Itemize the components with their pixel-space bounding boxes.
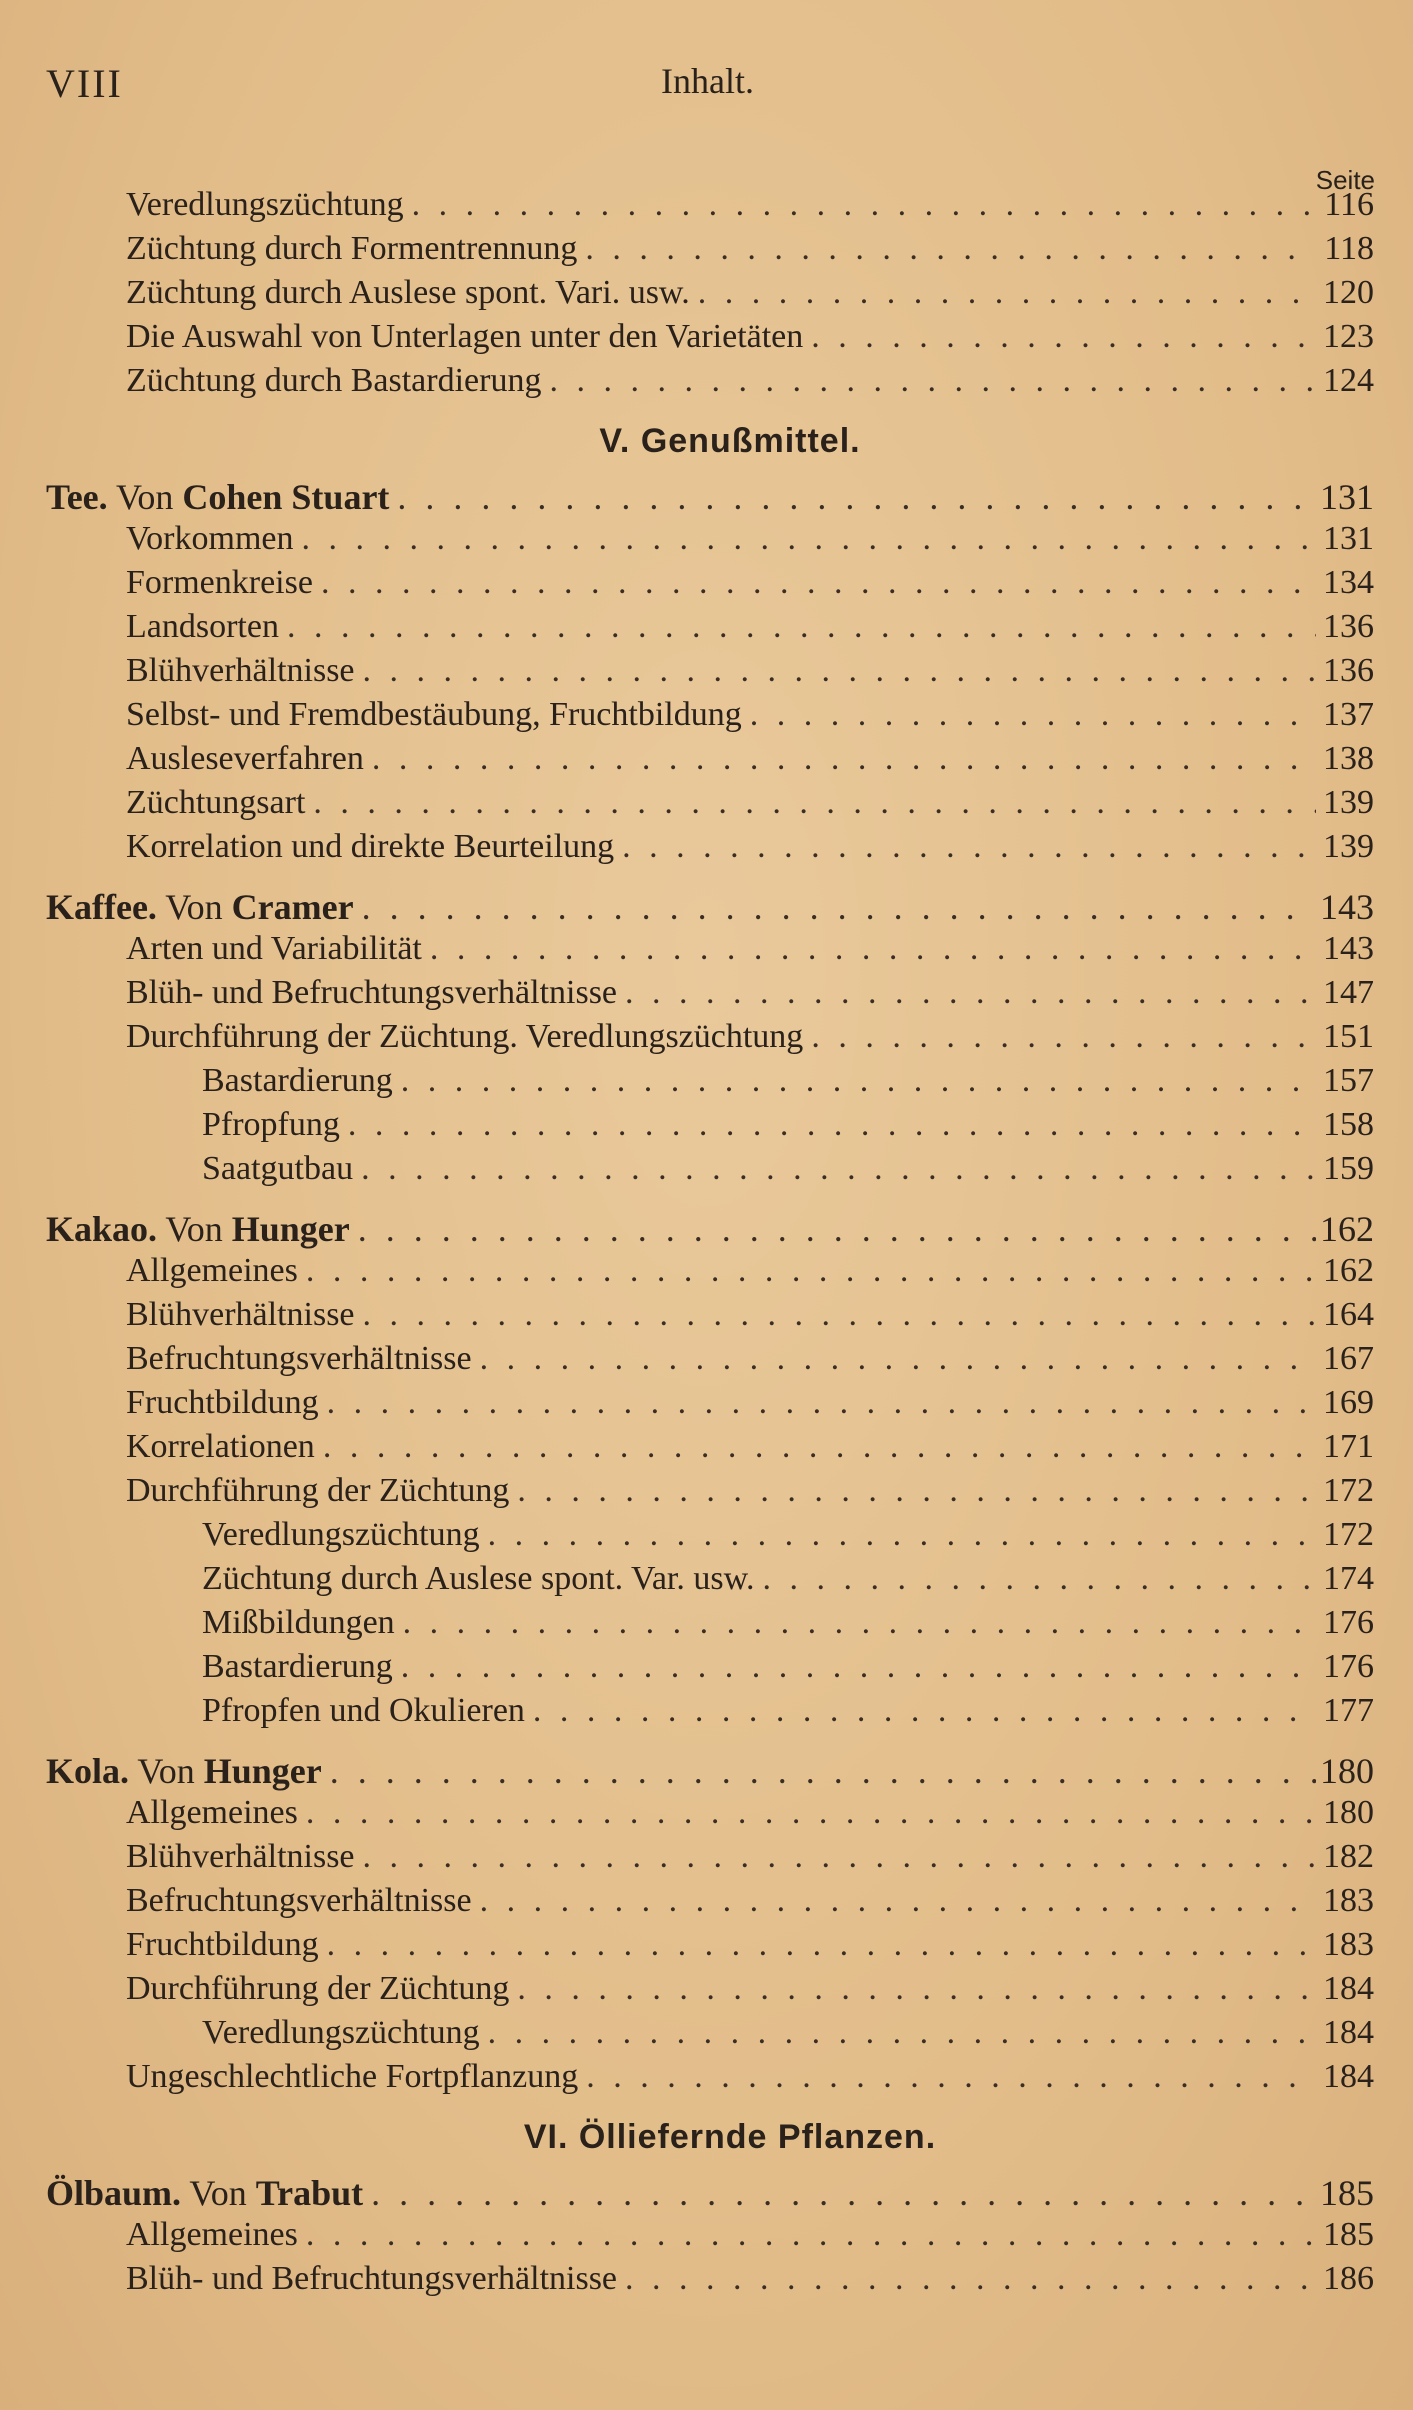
toc-chapter-kaffee: Kaffee. Von Cramer . . . 143	[46, 886, 1374, 930]
toc-entry: Befruchtungsverhältnisse . . . 183	[46, 1882, 1374, 1926]
toc-entry: Arten und Variabilität . . . 143	[46, 930, 1374, 974]
toc-entry: Die Auswahl von Unterlagen unter den Varietäten . . . 123	[46, 318, 1374, 362]
toc-entry: Ungeschlechtliche Fortpflanzung . . . 184	[46, 2058, 1374, 2102]
toc-entry: Selbst- und Fremdbestäubung, Fruchtbildung . . . 137	[46, 696, 1374, 740]
toc-entry: Fruchtbildung . . . 183	[46, 1926, 1374, 1970]
page-header	[46, 60, 1367, 110]
toc-chapter-kola: Kola. Von Hunger . . . 180	[46, 1750, 1374, 1794]
table-of-contents	[46, 186, 1374, 2304]
toc-subentry: Pfropfung . . . 158	[46, 1106, 1374, 1150]
toc-entry: Züchtung durch Formentrennung . . . 118	[46, 230, 1374, 274]
toc-entry: Durchführung der Züchtung . . . 184	[46, 1970, 1374, 2014]
toc-entry: Allgemeines . . . 162	[46, 1252, 1374, 1296]
toc-entry: Blüh- und Befruchtungsverhältnisse . . . 147	[46, 974, 1374, 1018]
toc-entry: Züchtung durch Bastardierung . . . 124	[46, 362, 1374, 406]
toc-subentry: Bastardierung . . . 176	[46, 1648, 1374, 1692]
toc-entry: Durchführung der Züchtung. Veredlungszüchtung . . . 151	[46, 1018, 1374, 1062]
toc-entry: Blühverhältnisse . . . 136	[46, 652, 1374, 696]
page-title: Inhalt.	[661, 61, 754, 101]
toc-entry: Formenkreise . . . 134	[46, 564, 1374, 608]
toc-entry: Blüh- und Befruchtungsverhältnisse . . . 186	[46, 2260, 1374, 2304]
toc-entry: Blühverhältnisse . . . 182	[46, 1838, 1374, 1882]
toc-subentry: Mißbildungen . . . 176	[46, 1604, 1374, 1648]
toc-entry: Blühverhältnisse . . . 164	[46, 1296, 1374, 1340]
section-heading-v: V. Genußmittel.	[599, 421, 861, 460]
toc-chapter-kakao: Kakao. Von Hunger . . . 162	[46, 1208, 1374, 1252]
toc-subentry: Veredlungszüchtung . . . 172	[46, 1516, 1374, 1560]
toc-entry: Allgemeines . . . 185	[46, 2216, 1374, 2260]
toc-entry: Veredlungszüchtung . . . 116	[46, 186, 1374, 230]
toc-subentry: Bastardierung . . . 157	[46, 1062, 1374, 1106]
toc-subentry: Veredlungszüchtung . . . 184	[46, 2014, 1374, 2058]
toc-subentry: Saatgutbau . . . 159	[46, 1150, 1374, 1194]
page-number: VIII	[46, 61, 123, 106]
toc-chapter-oelbaum: Ölbaum. Von Trabut . . . 185	[46, 2172, 1374, 2216]
toc-entry: Fruchtbildung . . . 169	[46, 1384, 1374, 1428]
toc-entry: Vorkommen . . . 131	[46, 520, 1374, 564]
toc-subentry: Züchtung durch Auslese spont. Var. usw. . . . 174	[46, 1560, 1374, 1604]
toc-entry: Züchtung durch Auslese spont. Vari. usw. . . . 120	[46, 274, 1374, 318]
toc-subentry: Pfropfen und Okulieren . . . 177	[46, 1692, 1374, 1736]
toc-entry: Landsorten . . . 136	[46, 608, 1374, 652]
toc-entry: Züchtungsart . . . 139	[46, 784, 1374, 828]
toc-entry: Ausleseverfahren . . . 138	[46, 740, 1374, 784]
toc-entry: Durchführung der Züchtung . . . 172	[46, 1472, 1374, 1516]
section-heading-vi: VI. Ölliefernde Pflanzen.	[523, 2117, 937, 2156]
seite-label: Seite	[1315, 165, 1375, 195]
toc-entry: Korrelationen . . . 171	[46, 1428, 1374, 1472]
toc-entry: Korrelation und direkte Beurteilung . . . 139	[46, 828, 1374, 872]
toc-entry: Befruchtungsverhältnisse . . . 167	[46, 1340, 1374, 1384]
toc-entry: Allgemeines . . . 180	[46, 1794, 1374, 1838]
toc-chapter-tee: Tee. Von Cohen Stuart . . . 131	[46, 476, 1374, 520]
